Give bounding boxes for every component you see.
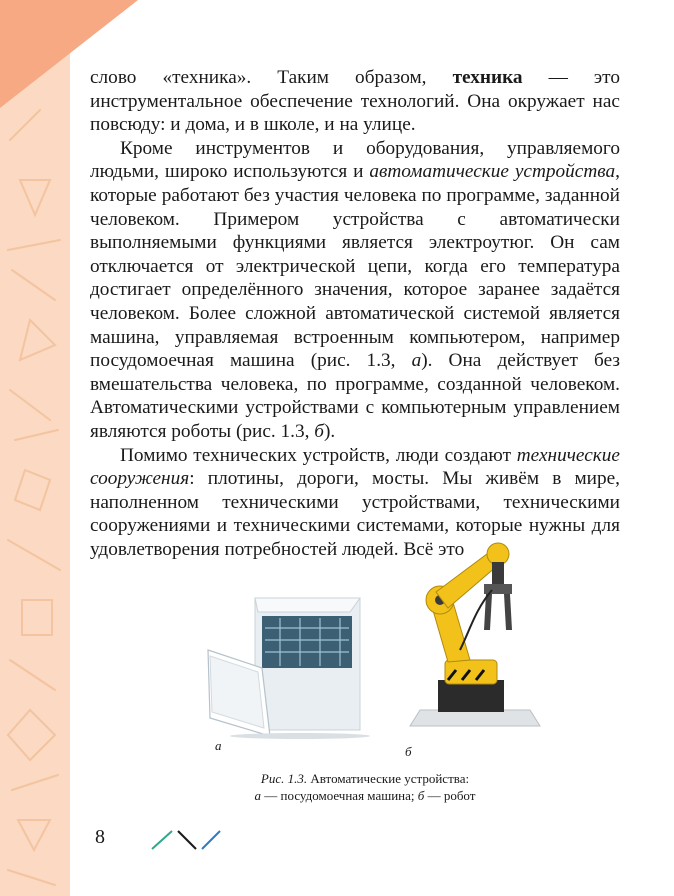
figure-1-3: [195, 530, 555, 759]
paragraph-3: Помимо технических устройств, люди создают технические сооружения: плотины, дороги, мосты. Мы живём в мире, наполненном техническими устройствами, техническими сооружениями и техническими системами, которые нужны для удовлетворения потребностей людей. Всё это: [90, 444, 620, 560]
figure-label-a: а: [215, 738, 222, 753]
term-tekhnika: техника: [452, 67, 523, 88]
mark-blue: [202, 831, 220, 849]
mark-black: [178, 831, 196, 849]
page-number: 8: [95, 826, 105, 848]
term-automatic-devices: автоматические устройства: [369, 161, 616, 183]
paragraph-1: слово «техника». Таким образом, техника — это инструментальное обеспечение технологий. Она окружает нас повсюду: и дома, и в школе, и на улице.: [90, 67, 620, 136]
term-technical-structures: технические сооружения: [90, 444, 620, 490]
robot-arm-image: [400, 530, 550, 740]
page-decoration-marks: [150, 827, 230, 853]
caption-line-1: Рис. 1.3. Автоматические устройства:: [260, 771, 470, 786]
margin-doodles: [0, 0, 72, 896]
caption-line-2: а — посудомоечная машина; б — робот: [254, 788, 476, 803]
dishwasher-image: [200, 590, 370, 740]
mark-green: [152, 831, 172, 849]
figure-label-b: б: [405, 744, 412, 759]
paragraph-2: Кроме инструментов и оборудования, управляемого людьми, широко используются и автоматические устройства, которые работают без участия человека по программе, заданной человеком. Примером устройства с автоматически выполняемыми функциями является электроутюг. Он сам отключается от электрической цепи, когда его температура достигает определённого значения, которое заранее задаётся человеком. Более сложной автоматической системой является машина, управляемая встроенным компьютером, например посудомоечная машина (рис. 1.3, а). Она действует без вмешательства человека, по программе, созданной человеком. Автоматическими устройствами с компьютерным управлением являются роботы (рис. 1.3, б).: [90, 137, 620, 442]
figure-caption: [185, 770, 545, 804]
body-text: [90, 66, 620, 561]
